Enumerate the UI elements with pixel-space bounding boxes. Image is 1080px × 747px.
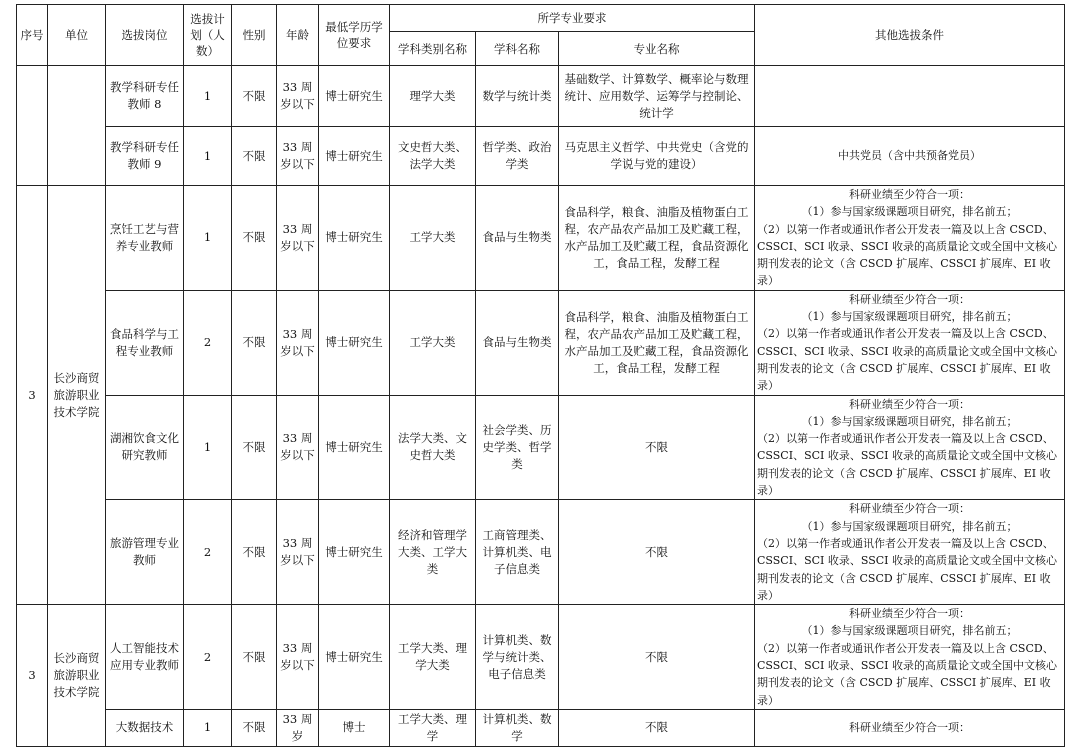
row-age: 33 周岁以下: [277, 500, 319, 605]
row-post: 食品科学与工程专业教师: [106, 290, 184, 395]
row-post: 大数据技术: [106, 709, 184, 746]
row-discipline: 计算机类、数学与统计类、电子信息类: [476, 605, 559, 710]
header-category: 学科类别名称: [390, 32, 476, 66]
row-age: 33 周岁以下: [277, 66, 319, 127]
row-discipline: 哲学类、政治学类: [476, 127, 559, 186]
row-plan: 2: [184, 500, 232, 605]
row-degree: 博士研究生: [319, 290, 390, 395]
row-degree: 博士研究生: [319, 127, 390, 186]
other-condition-line: 科研业绩至少符合一项：: [849, 188, 971, 201]
table-row: [17, 500, 1065, 605]
row-other: [755, 500, 1065, 605]
row-post: 教学科研专任教师 8: [106, 66, 184, 127]
row-discipline: 食品与生物类: [476, 186, 559, 291]
row-other: [755, 127, 1065, 186]
row-other: [755, 605, 1065, 710]
row-gender: 不限: [232, 127, 277, 186]
header-index: 序号: [17, 5, 48, 66]
row-discipline: 工商管理类、计算机类、电子信息类: [476, 500, 559, 605]
row-post: 烹饪工艺与营养专业教师: [106, 186, 184, 291]
row-discipline: 社会学类、历史学类、哲学类: [476, 395, 559, 500]
other-condition-line: （1）参与国家级课题项目研究，排名前五；: [801, 624, 1018, 638]
row-age: 33 周岁以下: [277, 605, 319, 710]
other-condition-line: 科研业绩至少符合一项：: [849, 607, 971, 621]
row-major: 不限: [559, 500, 755, 605]
other-condition-line: （2）以第一作者或通讯作者公开发表一篇及以上含 CSCD、CSSCI、SCI 收录、SSCI 收录的高质量论文或全国中文核心期刊发表的论文（含 CSCD 扩展库、CSSCI 扩展库、EI 收录）: [757, 327, 1058, 393]
document-page: [16, 4, 1064, 743]
other-condition-line: （2）以第一作者或通讯作者公开发表一篇及以上含 CSCD、CSSCI、SCI 收录、SSCI 收录的高质量论文或全国中文核心期刊发表的论文（含 CSCD 扩展库、CSSCI 扩展库、EI 收录）: [757, 641, 1058, 707]
row-other: [755, 709, 1065, 746]
header-unit: 单位: [48, 5, 106, 66]
header-other: 其他选拔条件: [755, 5, 1065, 66]
table-row: [17, 709, 1065, 746]
row-major: 马克思主义哲学、中共党史（含党的学说与党的建设）: [559, 127, 755, 186]
row-index: 3: [17, 605, 48, 747]
row-major: 食品科学，粮食、油脂及植物蛋白工程，农产品农产品加工及贮藏工程，水产品加工及贮藏工程，食品资源化工，食品工程，发酵工程: [559, 290, 755, 395]
table-row: [17, 605, 1065, 710]
header-degree: 最低学历学位要求: [319, 5, 390, 66]
other-condition-line: 科研业绩至少符合一项：: [849, 292, 971, 306]
row-plan: 1: [184, 66, 232, 127]
row-category: 文史哲大类、法学大类: [390, 127, 476, 186]
header-age: 年龄: [277, 5, 319, 66]
row-category: 理学大类: [390, 66, 476, 127]
header-plan: 选拔计划（人数）: [184, 5, 232, 66]
other-condition-line: （2）以第一作者或通讯作者公开发表一篇及以上含 CSCD、CSSCI、SCI 收录、SSCI 收录的高质量论文或全国中文核心期刊发表的论文（含 CSCD 扩展库、CSSCI 扩展库、EI 收录）: [757, 222, 1058, 288]
row-degree: 博士研究生: [319, 395, 390, 500]
row-plan: 1: [184, 709, 232, 746]
other-condition-line: （2）以第一作者或通讯作者公开发表一篇及以上含 CSCD、CSSCI、SCI 收录、SSCI 收录的高质量论文或全国中文核心期刊发表的论文（含 CSCD 扩展库、CSSCI 扩展库、EI 收录）: [757, 536, 1058, 602]
row-other: [755, 186, 1065, 291]
row-major: 不限: [559, 605, 755, 710]
table-row: [17, 290, 1065, 395]
header-row-1: [17, 5, 1065, 32]
row-other: [755, 66, 1065, 127]
row-index: [17, 66, 48, 186]
row-discipline: 计算机类、数学: [476, 709, 559, 746]
other-condition-line: （1）参与国家级课题项目研究，排名前五；: [801, 519, 1018, 533]
table-row: [17, 186, 1065, 291]
row-plan: 1: [184, 395, 232, 500]
row-major: 不限: [559, 395, 755, 500]
row-category: 工学大类、理学: [390, 709, 476, 746]
row-category: 法学大类、文史哲大类: [390, 395, 476, 500]
row-category: 工学大类: [390, 290, 476, 395]
other-condition-line: 科研业绩至少符合一项：: [849, 502, 971, 516]
row-degree: 博士: [319, 709, 390, 746]
row-other: [755, 290, 1065, 395]
row-degree: 博士研究生: [319, 186, 390, 291]
table-body: [17, 66, 1065, 747]
row-age: 33 周岁以下: [277, 186, 319, 291]
row-gender: 不限: [232, 605, 277, 710]
row-plan: 1: [184, 127, 232, 186]
row-age: 33 周岁以下: [277, 127, 319, 186]
row-category: 工学大类: [390, 186, 476, 291]
row-major: 基础数学、计算数学、概率论与数理统计、应用数学、运筹学与控制论、统计学: [559, 66, 755, 127]
row-degree: 博士研究生: [319, 605, 390, 710]
header-gender: 性别: [232, 5, 277, 66]
row-unit: 长沙商贸旅游职业技术学院: [48, 605, 106, 747]
row-gender: 不限: [232, 290, 277, 395]
row-age: 33 周岁以下: [277, 395, 319, 500]
row-age: 33 周岁以下: [277, 290, 319, 395]
table-row: [17, 66, 1065, 127]
header-discipline: 学科名称: [476, 32, 559, 66]
row-plan: 1: [184, 186, 232, 291]
row-post: 湖湘饮食文化研究教师: [106, 395, 184, 500]
table-row: [17, 395, 1065, 500]
row-discipline: 食品与生物类: [476, 290, 559, 395]
table-row: [17, 127, 1065, 186]
row-degree: 博士研究生: [319, 500, 390, 605]
row-major: 不限: [559, 709, 755, 746]
header-major: 专业名称: [559, 32, 755, 66]
row-post: 人工智能技术应用专业教师: [106, 605, 184, 710]
row-post: 旅游管理专业教师: [106, 500, 184, 605]
other-condition-line: 科研业绩至少符合一项：: [849, 721, 971, 735]
row-gender: 不限: [232, 500, 277, 605]
other-condition-line: 科研业绩至少符合一项：: [849, 397, 971, 411]
row-category: 经济和管理学大类、工学大类: [390, 500, 476, 605]
row-discipline: 数学与统计类: [476, 66, 559, 127]
row-unit: 长沙商贸旅游职业技术学院: [48, 186, 106, 605]
recruitment-table: [16, 4, 1065, 747]
row-gender: 不限: [232, 709, 277, 746]
other-condition-line: （2）以第一作者或通讯作者公开发表一篇及以上含 CSCD、CSSCI、SCI 收录、SSCI 收录的高质量论文或全国中文核心期刊发表的论文（含 CSCD 扩展库、CSSCI 扩展库、EI 收录）: [757, 432, 1058, 498]
other-condition-line: （1）参与国家级课题项目研究，排名前五；: [801, 310, 1018, 324]
header-major-group: 所学专业要求: [390, 5, 755, 32]
row-other: [755, 395, 1065, 500]
row-index: 3: [17, 186, 48, 605]
other-condition-line: （1）参与国家级课题项目研究，排名前五；: [801, 414, 1018, 428]
row-major: 食品科学，粮食、油脂及植物蛋白工程，农产品农产品加工及贮藏工程，水产品加工及贮藏工程，食品资源化工，食品工程，发酵工程: [559, 186, 755, 291]
row-gender: 不限: [232, 395, 277, 500]
row-plan: 2: [184, 290, 232, 395]
other-condition-line: （1）参与国家级课题项目研究，排名前五；: [801, 205, 1018, 219]
row-post: 教学科研专任教师 9: [106, 127, 184, 186]
row-gender: 不限: [232, 66, 277, 127]
row-unit: [48, 66, 106, 186]
row-plan: 2: [184, 605, 232, 710]
row-age: 33 周岁: [277, 709, 319, 746]
header-post: 选拔岗位: [106, 5, 184, 66]
row-category: 工学大类、理学大类: [390, 605, 476, 710]
other-condition-line: 中共党员（含中共预备党员）: [838, 149, 982, 163]
row-degree: 博士研究生: [319, 66, 390, 127]
row-gender: 不限: [232, 186, 277, 291]
